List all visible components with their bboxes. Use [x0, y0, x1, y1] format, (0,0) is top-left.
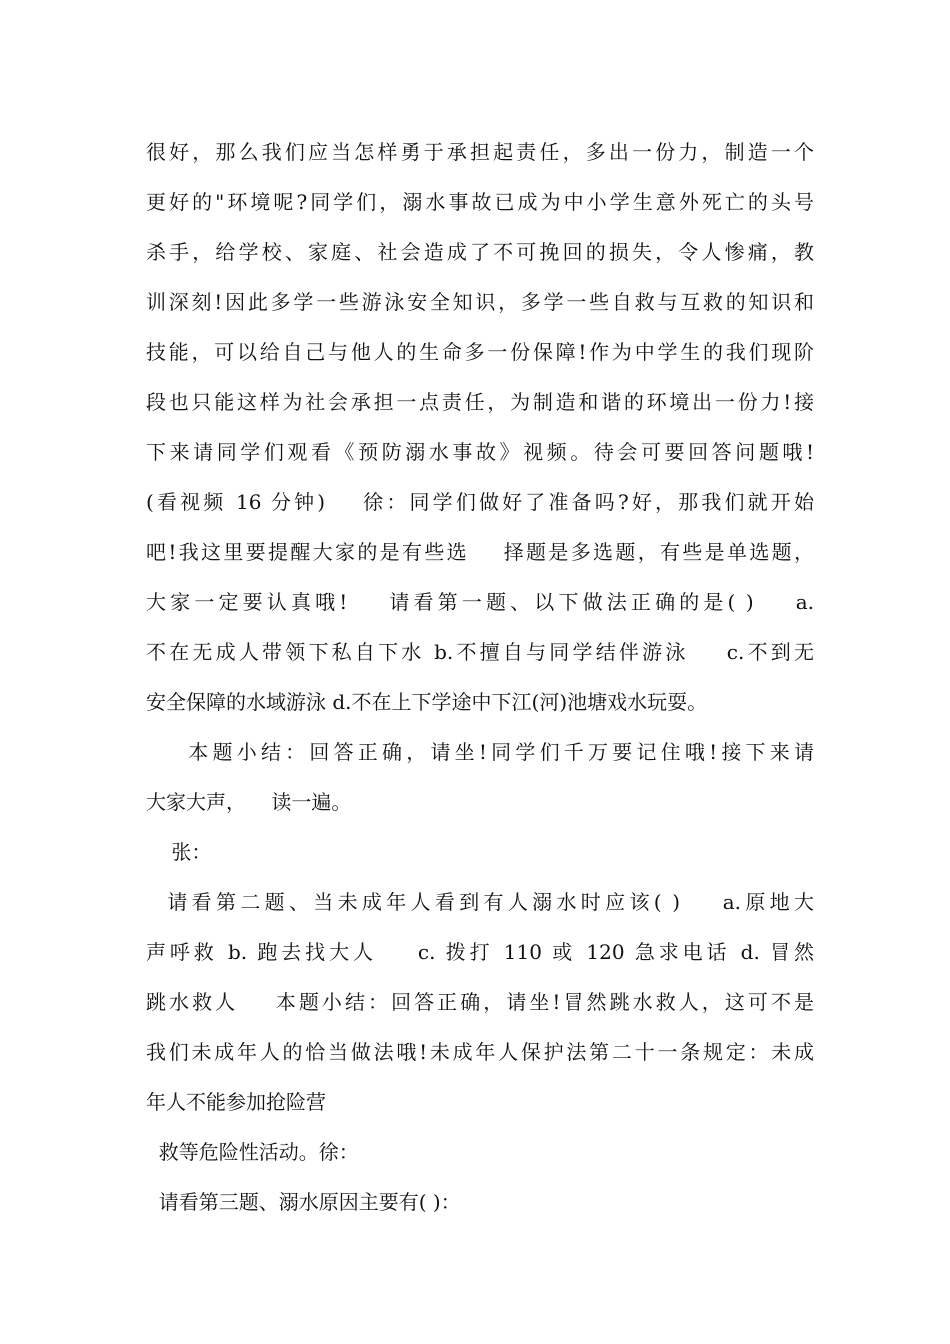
text-line: 张： [146, 840, 212, 864]
text-line: 段也只能这样为社会承担一点责任，为制造和谐的环境出一份力!接 [146, 390, 814, 414]
text-line: 训深刻!因此多学一些游泳安全知识，多学一些自救与互救的知识和 [146, 290, 814, 314]
text-line: 技能，可以给自己与他人的生命多一份保障!作为中学生的我们现阶 [146, 340, 814, 364]
text-line: 请看第三题、溺水原因主要有( )： [146, 1190, 461, 1214]
text-line: (看视频 16 分钟) 徐：同学们做好了准备吗?好，那我们就开始 [146, 490, 814, 514]
text-line: 更好的"环境呢?同学们，溺水事故已成为中小学生意外死亡的头号 [146, 190, 814, 214]
text-line: 声呼救 b. 跑去找大人 c. 拨打 110 或 120 急求电话 d. 冒然 [146, 940, 814, 964]
text-line: 大家一定要认真哦! 请看第一题、以下做法正确的是( ) a. [146, 590, 814, 614]
text-line: 不在无成人带领下私自下水 b.不擅自与同学结伴游泳 c.不到无 [146, 640, 814, 664]
text-line: 下来请同学们观看《预防溺水事故》视频。待会可要回答问题哦! [146, 440, 814, 464]
text-line: 本题小结：回答正确，请坐!同学们千万要记住哦!接下来请 [146, 740, 814, 764]
text-line: 救等危险性活动。徐： [146, 1140, 359, 1164]
text-line: 安全保障的水域游泳 d.不在上下学途中下江(河)池塘戏水玩耍。 [146, 690, 708, 714]
text-line: 请看第二题、当未成年人看到有人溺水时应该( ) a.原地大 [146, 890, 814, 914]
text-line: 很好，那么我们应当怎样勇于承担起责任，多出一份力，制造一个 [146, 140, 814, 164]
text-line: 杀手，给学校、家庭、社会造成了不可挽回的损失，令人惨痛，教 [146, 240, 814, 264]
text-line: 跳水救人 本题小结：回答正确，请坐!冒然跳水救人，这可不是 [146, 990, 814, 1014]
text-line: 我们未成年人的恰当做法哦!未成年人保护法第二十一条规定：未成 [146, 1040, 814, 1064]
text-line: 吧!我这里要提醒大家的是有些选 择题是多选题，有些是单选题， [146, 540, 814, 564]
text-line: 年人不能参加抢险营 [146, 1090, 326, 1114]
text-line: 大家大声， 读一遍。 [146, 790, 352, 814]
